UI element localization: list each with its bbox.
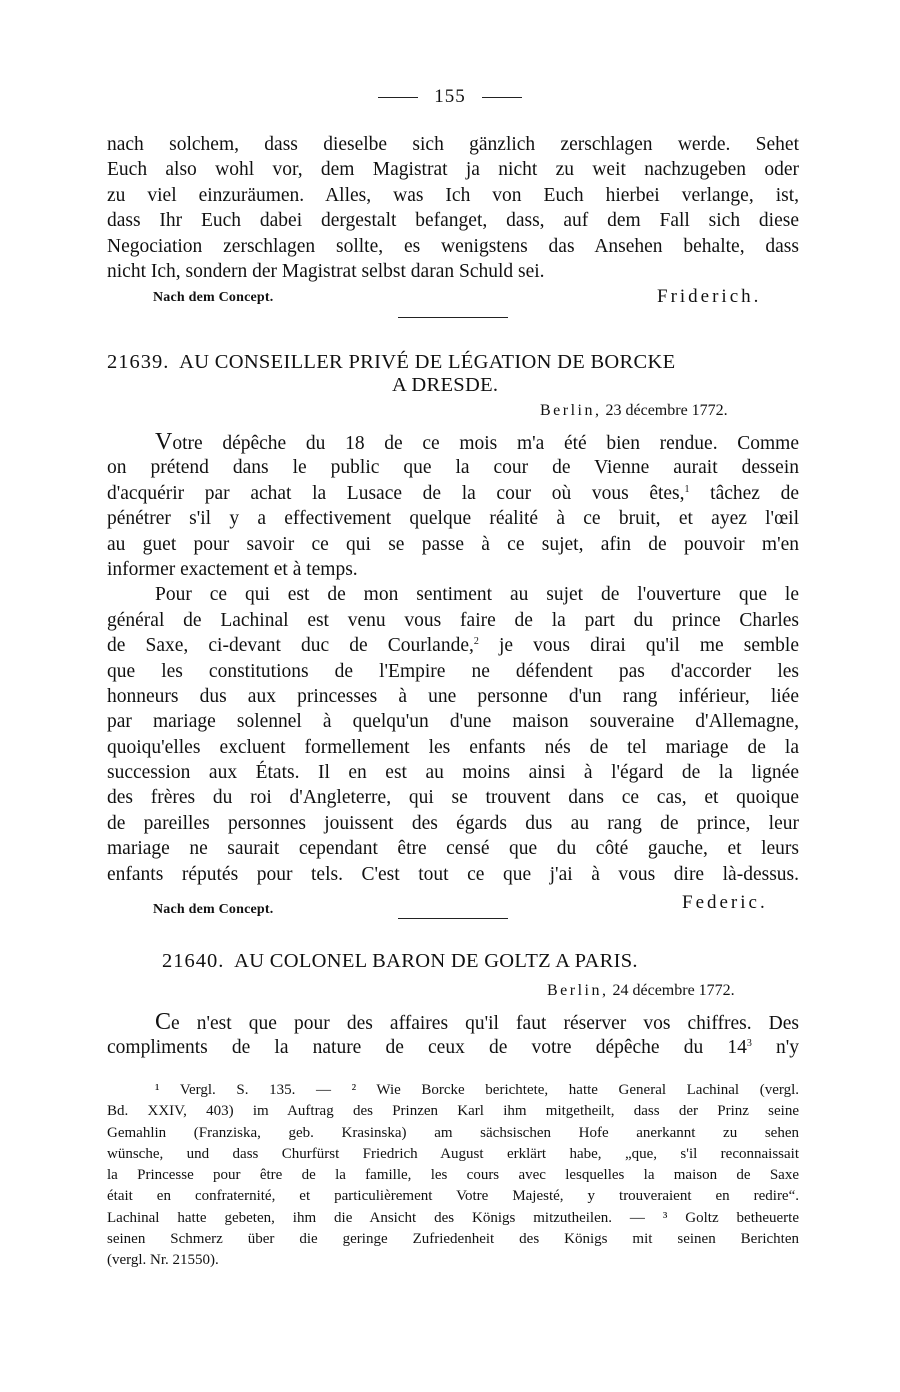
page-number-text: 155: [434, 86, 466, 107]
text-line: zu viel einzuräumen. Alles, was Ich von Euch hierbei verlange, ist,: [107, 184, 799, 206]
text-line: Euch also wohl vor, dem Magistrat ja nicht zu weit nachzugeben oder: [107, 159, 799, 181]
letter-location: A DRESDE.: [392, 374, 499, 396]
text-span: e n'est que pour des affaires qu'il faut réserver vos chiffres. Des: [171, 1013, 799, 1034]
footnote-line: Bd. XXIV, 403) im Auftrag des Prinzen Karl ihm mitgetheilt, dass der Prinz seine: [107, 1103, 799, 1120]
footnote-line: la Princesse pour être de la famille, les cours avec lesquelles la maison de Saxe: [107, 1167, 799, 1184]
footnote-line: Gemahlin (Franziska, geb. Krasinska) am sächsischen Hofe anerkannt zu sehen: [107, 1124, 799, 1141]
text-line: nach solchem, dass dieselbe sich gänzlich zerschlagen werde. Sehet: [107, 134, 799, 155]
source-note: Nach dem Concept.: [153, 902, 274, 917]
signature: Federic.: [682, 892, 768, 913]
text-line: [107, 481, 799, 506]
text-line: informer exactement et à temps.: [107, 558, 358, 580]
text-line: [107, 1010, 799, 1035]
text-line: nicht Ich, sondern der Magistrat selbst daran Schuld sei.: [107, 260, 545, 282]
section-divider: [398, 317, 508, 318]
footnote-line: (vergl. Nr. 21550).: [107, 1252, 219, 1269]
text-line: honneurs dus aux princesses à une personne d'un rang inférieur, liée: [107, 685, 799, 707]
text-line: [107, 430, 799, 455]
text-line: [107, 1035, 799, 1060]
letter-heading: [107, 351, 799, 397]
footnote-line: wünsche, und dass Churfürst Friedrich August erklärt habe, „que, s'il reconnaissait: [107, 1145, 799, 1162]
date-place: Berlin,: [547, 982, 609, 999]
text-line: Negociation zerschlagen sollte, es wenigstens das Ansehen behalte, dass: [107, 235, 799, 257]
signature: Friderich.: [657, 286, 762, 307]
text-line: enfants réputés pour tels. C'est tout ce que j'ai à vous dire là-dessus.: [107, 863, 799, 885]
text-span: compliments de la nature de ceux de votre dépêche du 14: [107, 1037, 747, 1059]
text-line: [107, 633, 799, 658]
text-line: quoiqu'elles excluent formellement les enfants nés de tel mariage de la: [107, 736, 799, 758]
footnote-marker: 3: [746, 1038, 752, 1050]
text-line: au guet pour savoir ce qui se passe à ce sujet, afin de pouvoir m'en: [107, 533, 799, 555]
footnote-line: était en confraternité, et particulièrement Votre Majesté, y trouveraient en redire“.: [107, 1188, 799, 1205]
text-line: Pour ce qui est de mon sentiment au sujet de l'ouverture que le: [155, 584, 799, 606]
footnote-line: Lachinal hatte gebeten, ihm die Ansicht des Königs mitzutheilen. — ³ Goltz betheuerte: [107, 1209, 799, 1226]
text-line: succession aux États. Il en est au moins ainsi à l'égard de la lignée: [107, 762, 799, 784]
text-line: mariage ne saurait cependant être censé que du côté gauche, et leurs: [107, 838, 799, 860]
text-span: d'acquérir par achat la Lusace de la cour où vous êtes,: [107, 482, 685, 504]
text-line: par mariage solennel à quelqu'un d'une maison souveraine d'Allemagne,: [107, 711, 799, 733]
section-divider: [398, 918, 508, 919]
text-span: tâchez de: [710, 482, 799, 504]
text-span: de Saxe, ci-devant duc de Courlande,: [107, 635, 474, 657]
page-number-left-dash: [378, 97, 418, 98]
text-line: pénétrer s'il y a effectivement quelque réalité à ce bruit, et ayez l'œil: [107, 508, 799, 530]
footnote-marker: 2: [473, 636, 479, 648]
letter-addressee: AU CONSEILLER PRIVÉ DE LÉGATION DE BORCKE: [179, 351, 676, 373]
text-line: on prétend dans le public que la cour de Vienne aurait dessein: [107, 457, 799, 479]
letter-body: [107, 1010, 799, 1061]
text-span: n'y: [775, 1037, 799, 1059]
date-text: 23 décembre 1772.: [605, 402, 728, 419]
letter-heading: [162, 950, 854, 973]
footnote-marker: 1: [684, 483, 690, 495]
text-span: je vous dirai qu'il me semble: [498, 635, 799, 657]
text-line: de pareilles personnes jouissent des égards dus au rang de prince, leur: [107, 812, 799, 834]
page-number-right-dash: [482, 97, 522, 98]
text-span: otre dépêche du 18 de ce mois m'a été bien rendue. Comme: [172, 433, 799, 454]
letter-number: 21639.: [107, 351, 170, 373]
date-text: 24 décembre 1772.: [612, 982, 735, 999]
page-number: [0, 86, 900, 108]
date-place: Berlin,: [540, 402, 602, 419]
letter-dateline: [540, 402, 728, 420]
letter-body: [107, 430, 799, 887]
footnotes: [107, 1080, 799, 1272]
letter-number: 21640.: [162, 950, 225, 972]
source-note: Nach dem Concept.: [153, 290, 274, 305]
text-line: dass Ihr Euch dabei dergestalt befanget, dass, auf dem Fall sich diese: [107, 210, 799, 232]
footnote-line: ¹ Vergl. S. 135. — ² Wie Borcke berichtete, hatte General Lachinal (vergl.: [155, 1082, 799, 1098]
initial-letter: V: [155, 429, 173, 455]
initial-letter: C: [155, 1009, 172, 1035]
letter-dateline: [547, 982, 735, 1000]
letter-addressee: AU COLONEL BARON DE GOLTZ A PARIS.: [234, 950, 638, 972]
text-line: des frères du roi d'Angleterre, qui se trouvent dans ce cas, et quoique: [107, 787, 799, 809]
text-line: que les constitutions de l'Empire ne défendent pas d'accorder les: [107, 660, 799, 682]
footnote-line: seinen Schmerz über die geringe Zufriedenheit des Königs mit seinen Berichten: [107, 1231, 799, 1248]
continuation-paragraph: [107, 132, 799, 284]
text-line: général de Lachinal est venu vous faire de la part du prince Charles: [107, 609, 799, 631]
